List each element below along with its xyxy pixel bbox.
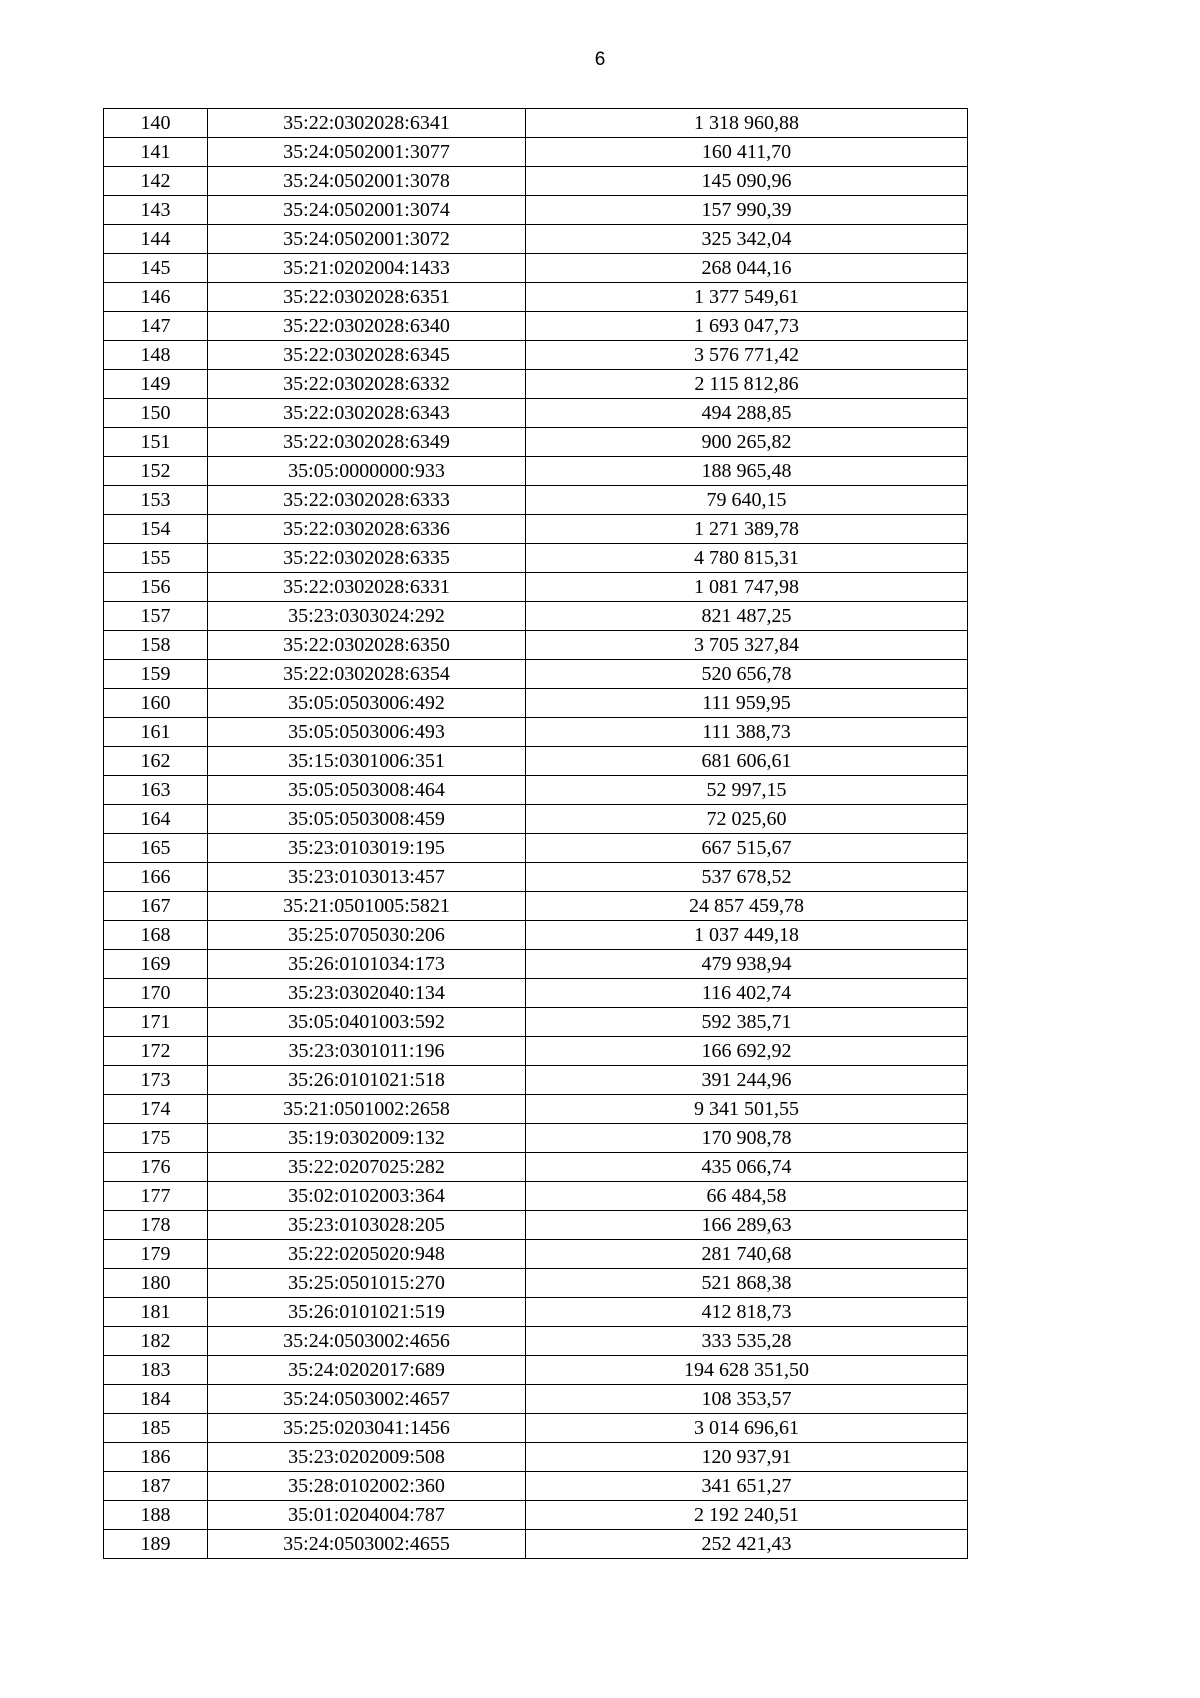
table-row [104,486,968,515]
row-number-cell: 186 [104,1443,208,1472]
table-row [104,921,968,950]
value-cell: 268 044,16 [526,254,968,283]
cadastral-number-cell: 35:26:0101021:518 [208,1066,526,1095]
row-number-cell: 165 [104,834,208,863]
cadastral-number-cell: 35:22:0302028:6332 [208,370,526,399]
table-row [104,1124,968,1153]
cadastral-number-cell: 35:24:0503002:4655 [208,1530,526,1559]
row-number-cell: 189 [104,1530,208,1559]
table-row [104,805,968,834]
value-cell: 52 997,15 [526,776,968,805]
row-number-cell: 146 [104,283,208,312]
table-row [104,254,968,283]
table-row [104,138,968,167]
row-number-cell: 163 [104,776,208,805]
row-number-cell: 161 [104,718,208,747]
table-row [104,1501,968,1530]
value-cell: 1 037 449,18 [526,921,968,950]
table-row [104,1095,968,1124]
cadastral-number-cell: 35:22:0302028:6333 [208,486,526,515]
value-cell: 537 678,52 [526,863,968,892]
value-cell: 333 535,28 [526,1327,968,1356]
table-row [104,573,968,602]
cadastral-number-cell: 35:28:0102002:360 [208,1472,526,1501]
value-cell: 157 990,39 [526,196,968,225]
value-cell: 412 818,73 [526,1298,968,1327]
value-cell: 188 965,48 [526,457,968,486]
cadastral-number-cell: 35:22:0205020:948 [208,1240,526,1269]
cadastral-number-cell: 35:22:0302028:6336 [208,515,526,544]
table-row [104,1211,968,1240]
cadastral-number-cell: 35:24:0502001:3077 [208,138,526,167]
value-cell: 667 515,67 [526,834,968,863]
value-cell: 2 115 812,86 [526,370,968,399]
value-cell: 116 402,74 [526,979,968,1008]
row-number-cell: 179 [104,1240,208,1269]
table-row [104,1472,968,1501]
cadastral-number-cell: 35:23:0103028:205 [208,1211,526,1240]
table-row [104,863,968,892]
value-cell: 1 318 960,88 [526,109,968,138]
cadastral-number-cell: 35:22:0302028:6340 [208,312,526,341]
value-cell: 120 937,91 [526,1443,968,1472]
value-cell: 160 411,70 [526,138,968,167]
row-number-cell: 176 [104,1153,208,1182]
value-cell: 1 377 549,61 [526,283,968,312]
table-row [104,515,968,544]
row-number-cell: 147 [104,312,208,341]
cadastral-value-table [103,108,968,1559]
cadastral-number-cell: 35:22:0207025:282 [208,1153,526,1182]
table-row [104,1269,968,1298]
table-row [104,225,968,254]
row-number-cell: 182 [104,1327,208,1356]
value-cell: 166 289,63 [526,1211,968,1240]
cadastral-number-cell: 35:15:0301006:351 [208,747,526,776]
cadastral-number-cell: 35:22:0302028:6343 [208,399,526,428]
table-row [104,312,968,341]
table-row [104,196,968,225]
value-cell: 1 081 747,98 [526,573,968,602]
table-row [104,950,968,979]
cadastral-number-cell: 35:26:0101034:173 [208,950,526,979]
row-number-cell: 172 [104,1037,208,1066]
row-number-cell: 155 [104,544,208,573]
row-number-cell: 140 [104,109,208,138]
table-row [104,979,968,1008]
table-row [104,341,968,370]
cadastral-number-cell: 35:05:0503008:459 [208,805,526,834]
table-row [104,1356,968,1385]
row-number-cell: 188 [104,1501,208,1530]
value-cell: 194 628 351,50 [526,1356,968,1385]
cadastral-number-cell: 35:26:0101021:519 [208,1298,526,1327]
row-number-cell: 162 [104,747,208,776]
cadastral-number-cell: 35:24:0503002:4656 [208,1327,526,1356]
table-row [104,1414,968,1443]
cadastral-number-cell: 35:22:0302028:6354 [208,660,526,689]
row-number-cell: 150 [104,399,208,428]
row-number-cell: 185 [104,1414,208,1443]
cadastral-number-cell: 35:24:0503002:4657 [208,1385,526,1414]
value-cell: 681 606,61 [526,747,968,776]
cadastral-number-cell: 35:23:0103013:457 [208,863,526,892]
row-number-cell: 183 [104,1356,208,1385]
table-row [104,399,968,428]
cadastral-number-cell: 35:05:0503008:464 [208,776,526,805]
page-number: 6 [594,49,606,70]
cadastral-number-cell: 35:22:0302028:6335 [208,544,526,573]
row-number-cell: 143 [104,196,208,225]
cadastral-number-cell: 35:22:0302028:6350 [208,631,526,660]
value-cell: 391 244,96 [526,1066,968,1095]
value-cell: 341 651,27 [526,1472,968,1501]
row-number-cell: 149 [104,370,208,399]
table-body [104,109,968,1559]
table-row [104,660,968,689]
table-row [104,370,968,399]
row-number-cell: 151 [104,428,208,457]
cadastral-number-cell: 35:22:0302028:6345 [208,341,526,370]
row-number-cell: 142 [104,167,208,196]
cadastral-number-cell: 35:24:0502001:3078 [208,167,526,196]
value-cell: 592 385,71 [526,1008,968,1037]
row-number-cell: 169 [104,950,208,979]
row-number-cell: 175 [104,1124,208,1153]
value-cell: 900 265,82 [526,428,968,457]
row-number-cell: 167 [104,892,208,921]
row-number-cell: 157 [104,602,208,631]
table-row [104,1443,968,1472]
value-cell: 252 421,43 [526,1530,968,1559]
value-cell: 4 780 815,31 [526,544,968,573]
value-cell: 520 656,78 [526,660,968,689]
cadastral-number-cell: 35:23:0301011:196 [208,1037,526,1066]
cadastral-number-cell: 35:24:0502001:3074 [208,196,526,225]
table-row [104,1530,968,1559]
cadastral-number-cell: 35:21:0501002:2658 [208,1095,526,1124]
table-row [104,776,968,805]
table-row [104,544,968,573]
row-number-cell: 168 [104,921,208,950]
row-number-cell: 159 [104,660,208,689]
cadastral-number-cell: 35:25:0705030:206 [208,921,526,950]
row-number-cell: 178 [104,1211,208,1240]
row-number-cell: 166 [104,863,208,892]
value-cell: 281 740,68 [526,1240,968,1269]
cadastral-number-cell: 35:24:0202017:689 [208,1356,526,1385]
table-row [104,428,968,457]
table-row [104,1298,968,1327]
value-cell: 3 576 771,42 [526,341,968,370]
row-number-cell: 184 [104,1385,208,1414]
row-number-cell: 181 [104,1298,208,1327]
row-number-cell: 174 [104,1095,208,1124]
table-row [104,1385,968,1414]
table-row [104,892,968,921]
table-row [104,283,968,312]
cadastral-number-cell: 35:22:0302028:6341 [208,109,526,138]
table-container [103,108,968,1559]
cadastral-number-cell: 35:23:0202009:508 [208,1443,526,1472]
value-cell: 1 693 047,73 [526,312,968,341]
table-row [104,834,968,863]
table-row [104,1037,968,1066]
value-cell: 108 353,57 [526,1385,968,1414]
value-cell: 325 342,04 [526,225,968,254]
row-number-cell: 180 [104,1269,208,1298]
cadastral-number-cell: 35:24:0502001:3072 [208,225,526,254]
value-cell: 24 857 459,78 [526,892,968,921]
value-cell: 3 705 327,84 [526,631,968,660]
row-number-cell: 153 [104,486,208,515]
row-number-cell: 154 [104,515,208,544]
value-cell: 494 288,85 [526,399,968,428]
table-row [104,1153,968,1182]
cadastral-number-cell: 35:23:0303024:292 [208,602,526,631]
row-number-cell: 160 [104,689,208,718]
row-number-cell: 144 [104,225,208,254]
cadastral-number-cell: 35:05:0503006:493 [208,718,526,747]
cadastral-number-cell: 35:22:0302028:6331 [208,573,526,602]
cadastral-number-cell: 35:19:0302009:132 [208,1124,526,1153]
table-row [104,689,968,718]
row-number-cell: 177 [104,1182,208,1211]
table-row [104,718,968,747]
value-cell: 3 014 696,61 [526,1414,968,1443]
table-row [104,1008,968,1037]
cadastral-number-cell: 35:02:0102003:364 [208,1182,526,1211]
value-cell: 145 090,96 [526,167,968,196]
table-row [104,747,968,776]
cadastral-number-cell: 35:23:0302040:134 [208,979,526,1008]
value-cell: 72 025,60 [526,805,968,834]
table-row [104,1182,968,1211]
cadastral-number-cell: 35:23:0103019:195 [208,834,526,863]
row-number-cell: 145 [104,254,208,283]
value-cell: 111 388,73 [526,718,968,747]
cadastral-number-cell: 35:05:0503006:492 [208,689,526,718]
value-cell: 66 484,58 [526,1182,968,1211]
cadastral-number-cell: 35:21:0501005:5821 [208,892,526,921]
row-number-cell: 187 [104,1472,208,1501]
table-row [104,602,968,631]
cadastral-number-cell: 35:22:0302028:6349 [208,428,526,457]
row-number-cell: 164 [104,805,208,834]
cadastral-number-cell: 35:25:0501015:270 [208,1269,526,1298]
row-number-cell: 148 [104,341,208,370]
value-cell: 111 959,95 [526,689,968,718]
cadastral-number-cell: 35:05:0000000:933 [208,457,526,486]
table-row [104,631,968,660]
value-cell: 521 868,38 [526,1269,968,1298]
value-cell: 821 487,25 [526,602,968,631]
row-number-cell: 158 [104,631,208,660]
row-number-cell: 170 [104,979,208,1008]
row-number-cell: 152 [104,457,208,486]
table-row [104,457,968,486]
cadastral-number-cell: 35:25:0203041:1456 [208,1414,526,1443]
table-row [104,1327,968,1356]
table-row [104,1240,968,1269]
cadastral-number-cell: 35:05:0401003:592 [208,1008,526,1037]
table-row [104,167,968,196]
cadastral-number-cell: 35:01:0204004:787 [208,1501,526,1530]
value-cell: 2 192 240,51 [526,1501,968,1530]
table-row [104,1066,968,1095]
row-number-cell: 173 [104,1066,208,1095]
value-cell: 166 692,92 [526,1037,968,1066]
cadastral-number-cell: 35:22:0302028:6351 [208,283,526,312]
value-cell: 435 066,74 [526,1153,968,1182]
value-cell: 170 908,78 [526,1124,968,1153]
value-cell: 9 341 501,55 [526,1095,968,1124]
row-number-cell: 156 [104,573,208,602]
row-number-cell: 171 [104,1008,208,1037]
row-number-cell: 141 [104,138,208,167]
value-cell: 479 938,94 [526,950,968,979]
cadastral-number-cell: 35:21:0202004:1433 [208,254,526,283]
value-cell: 1 271 389,78 [526,515,968,544]
value-cell: 79 640,15 [526,486,968,515]
table-row [104,109,968,138]
